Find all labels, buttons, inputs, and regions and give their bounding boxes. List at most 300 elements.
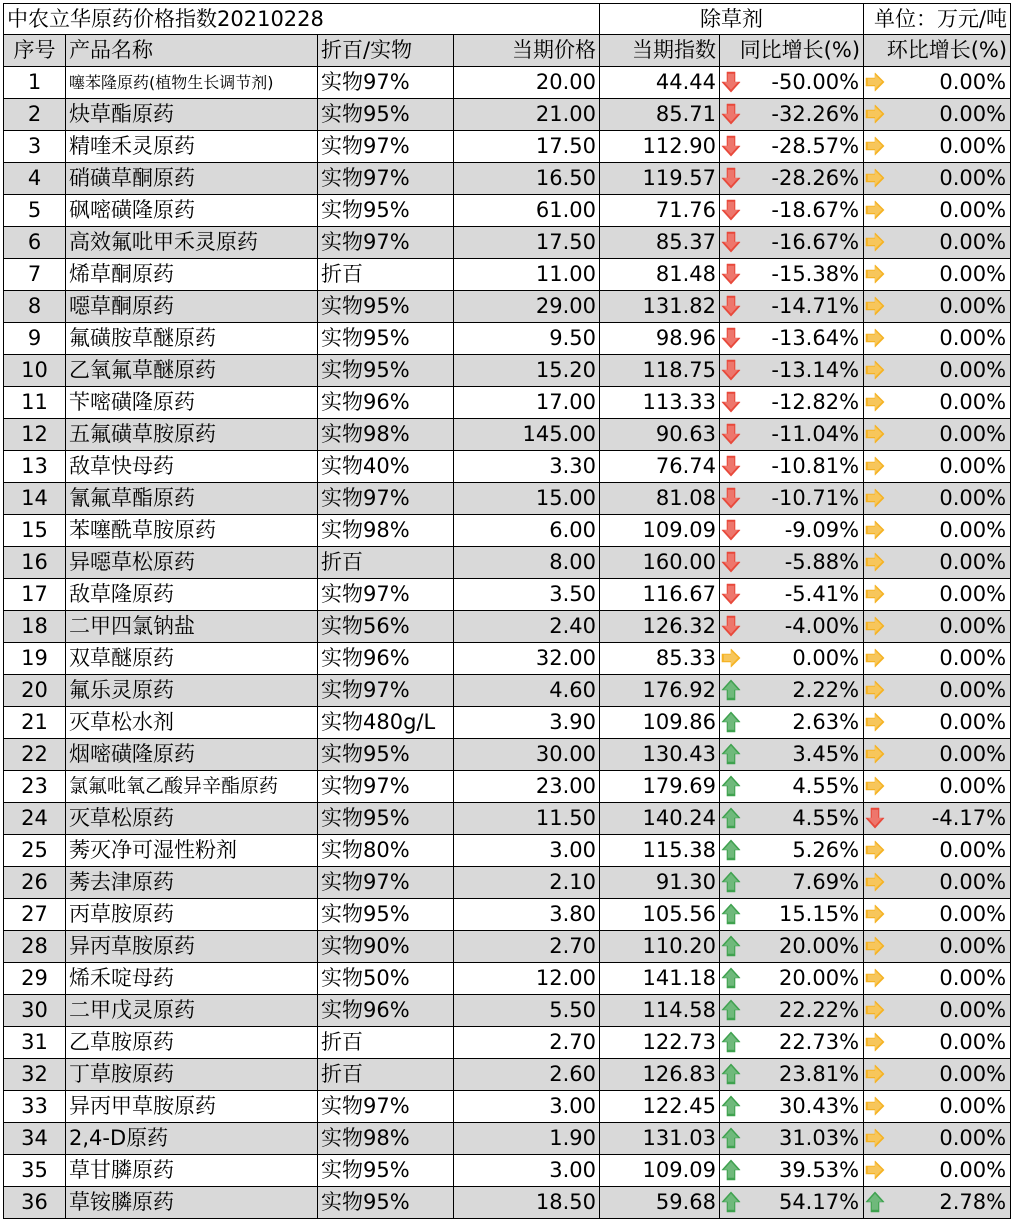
table-row [4,259,1011,291]
table-row [4,515,1011,547]
current-price: 15.20 [454,355,600,387]
current-index: 110.20 [600,931,720,963]
row-index: 8 [4,291,66,323]
table-row [4,579,1011,611]
up-arrow-icon [721,967,741,989]
down-arrow-icon [721,199,741,221]
table-row [4,899,1011,931]
product-name: 丁草胺原药 [66,1059,318,1091]
yoy-change: 0.00% [746,643,864,675]
right-arrow-icon [865,999,885,1021]
product-spec: 实物95% [318,1187,454,1219]
yoy-change: -11.04% [746,419,864,451]
yoy-trend [720,195,746,227]
down-arrow-icon [721,455,741,477]
yoy-trend [720,675,746,707]
up-arrow-icon [721,1095,741,1117]
current-index: 44.44 [600,67,720,99]
mom-change: 0.00% [890,835,1011,867]
row-index: 14 [4,483,66,515]
mom-trend [864,931,890,963]
right-arrow-icon [865,711,885,733]
yoy-trend [720,323,746,355]
product-spec: 实物96% [318,643,454,675]
row-index: 4 [4,163,66,195]
right-arrow-icon [865,871,885,893]
product-name: 乙氧氟草醚原药 [66,355,318,387]
up-arrow-icon [721,999,741,1021]
current-price: 3.00 [454,1155,600,1187]
current-index: 109.09 [600,515,720,547]
current-price: 3.30 [454,451,600,483]
product-spec: 实物40% [318,451,454,483]
yoy-change: -18.67% [746,195,864,227]
right-arrow-icon [865,1063,885,1085]
mom-trend [864,579,890,611]
right-arrow-icon [865,583,885,605]
right-arrow-icon [865,263,885,285]
current-index: 98.96 [600,323,720,355]
table-row [4,1027,1011,1059]
row-index: 5 [4,195,66,227]
yoy-change: 39.53% [746,1155,864,1187]
row-index: 1 [4,67,66,99]
yoy-change: -13.14% [746,355,864,387]
down-arrow-icon [721,615,741,637]
yoy-change: -4.00% [746,611,864,643]
yoy-change: -50.00% [746,67,864,99]
row-index: 19 [4,643,66,675]
current-price: 3.00 [454,1091,600,1123]
row-index: 22 [4,739,66,771]
current-price: 1.90 [454,1123,600,1155]
product-spec: 实物480g/L [318,707,454,739]
title-row [4,4,1011,35]
yoy-change: 30.43% [746,1091,864,1123]
product-name: 丙草胺原药 [66,899,318,931]
mom-trend [864,803,890,835]
row-index: 23 [4,771,66,803]
current-index: 109.09 [600,1155,720,1187]
product-name: 炔草酯原药 [66,99,318,131]
right-arrow-icon [865,679,885,701]
product-name: 草铵膦原药 [66,1187,318,1219]
mom-change: 0.00% [890,899,1011,931]
up-arrow-icon [721,871,741,893]
mom-change: 0.00% [890,1091,1011,1123]
mom-change: 0.00% [890,579,1011,611]
up-arrow-icon [721,711,741,733]
current-index: 141.18 [600,963,720,995]
yoy-change: 20.00% [746,963,864,995]
product-name: 草甘膦原药 [66,1155,318,1187]
mom-trend [864,323,890,355]
row-index: 21 [4,707,66,739]
product-name: 二甲戊灵原药 [66,995,318,1027]
right-arrow-icon [865,743,885,765]
mom-change: 2.78% [890,1187,1011,1219]
yoy-trend [720,99,746,131]
row-index: 13 [4,451,66,483]
product-spec: 实物97% [318,675,454,707]
yoy-change: -15.38% [746,259,864,291]
product-name: 高效氟吡甲禾灵原药 [66,227,318,259]
mom-change: 0.00% [890,355,1011,387]
right-arrow-icon [865,199,885,221]
product-spec: 折百 [318,1059,454,1091]
current-price: 23.00 [454,771,600,803]
current-price: 145.00 [454,419,600,451]
down-arrow-icon [721,359,741,381]
table-row [4,387,1011,419]
product-spec: 实物95% [318,323,454,355]
yoy-trend [720,419,746,451]
yoy-trend [720,1123,746,1155]
mom-change: 0.00% [890,963,1011,995]
product-name: 噻苯隆原药(植物生长调节剂) [66,67,318,99]
yoy-change: 4.55% [746,803,864,835]
table-row [4,867,1011,899]
yoy-trend [720,515,746,547]
current-index: 81.08 [600,483,720,515]
right-arrow-icon [865,903,885,925]
down-arrow-icon [721,423,741,445]
up-arrow-icon [721,1191,741,1213]
table-row [4,227,1011,259]
row-index: 7 [4,259,66,291]
mom-change: 0.00% [890,707,1011,739]
up-arrow-icon [721,743,741,765]
right-arrow-icon [865,935,885,957]
right-arrow-icon [865,327,885,349]
product-name: 五氟磺草胺原药 [66,419,318,451]
yoy-change: 23.81% [746,1059,864,1091]
mom-trend [864,867,890,899]
down-arrow-icon [721,71,741,93]
mom-change: 0.00% [890,67,1011,99]
current-price: 20.00 [454,67,600,99]
product-name: 氟磺胺草醚原药 [66,323,318,355]
right-arrow-icon [721,647,741,669]
right-arrow-icon [865,487,885,509]
mom-trend [864,1123,890,1155]
table-body [4,67,1011,1219]
product-name: 砜嘧磺隆原药 [66,195,318,227]
down-arrow-icon [721,327,741,349]
product-name: 灭草松原药 [66,803,318,835]
right-arrow-icon [865,775,885,797]
up-arrow-icon [721,1159,741,1181]
down-arrow-icon [721,391,741,413]
mom-trend [864,1155,890,1187]
product-spec: 实物90% [318,931,454,963]
mom-trend [864,451,890,483]
up-arrow-icon [721,679,741,701]
down-arrow-icon [721,487,741,509]
row-index: 28 [4,931,66,963]
yoy-trend [720,643,746,675]
yoy-trend [720,291,746,323]
right-arrow-icon [865,135,885,157]
row-index: 18 [4,611,66,643]
row-index: 15 [4,515,66,547]
yoy-change: 2.22% [746,675,864,707]
down-arrow-icon [721,103,741,125]
table-row [4,611,1011,643]
mom-change: 0.00% [890,611,1011,643]
mom-change: 0.00% [890,1155,1011,1187]
yoy-trend [720,451,746,483]
current-price: 3.50 [454,579,600,611]
current-price: 2.70 [454,931,600,963]
down-arrow-icon [721,263,741,285]
product-name: 噁草酮原药 [66,291,318,323]
product-name: 异噁草松原药 [66,547,318,579]
current-price: 18.50 [454,1187,600,1219]
row-index: 34 [4,1123,66,1155]
row-index: 36 [4,1187,66,1219]
header-yoy: 同比增长(%) [720,35,864,67]
header-mom: 环比增长(%) [864,35,1011,67]
mom-trend [864,163,890,195]
mom-change: 0.00% [890,483,1011,515]
product-spec: 实物95% [318,803,454,835]
product-name: 敌草隆原药 [66,579,318,611]
price-index-table [3,3,1011,1219]
right-arrow-icon [865,103,885,125]
row-index: 33 [4,1091,66,1123]
mom-trend [864,1091,890,1123]
yoy-change: 15.15% [746,899,864,931]
up-arrow-icon [865,1191,885,1213]
mom-change: 0.00% [890,259,1011,291]
product-spec: 实物98% [318,419,454,451]
product-name: 苯噻酰草胺原药 [66,515,318,547]
down-arrow-icon [721,231,741,253]
header-spec: 折百/实物 [318,35,454,67]
current-price: 17.50 [454,227,600,259]
yoy-change: 22.22% [746,995,864,1027]
row-index: 31 [4,1027,66,1059]
current-index: 122.45 [600,1091,720,1123]
mom-trend [864,515,890,547]
mom-change: 0.00% [890,131,1011,163]
mom-trend [864,643,890,675]
current-index: 109.86 [600,707,720,739]
right-arrow-icon [865,423,885,445]
yoy-trend [720,259,746,291]
yoy-trend [720,131,746,163]
mom-change: 0.00% [890,1027,1011,1059]
mom-change: 0.00% [890,451,1011,483]
mom-trend [864,995,890,1027]
mom-trend [864,1059,890,1091]
yoy-change: -14.71% [746,291,864,323]
mom-change: 0.00% [890,419,1011,451]
yoy-change: 20.00% [746,931,864,963]
yoy-trend [720,227,746,259]
product-spec: 实物97% [318,579,454,611]
mom-trend [864,131,890,163]
mom-trend [864,67,890,99]
product-spec: 实物95% [318,291,454,323]
yoy-change: 31.03% [746,1123,864,1155]
product-spec: 实物97% [318,771,454,803]
current-price: 8.00 [454,547,600,579]
current-price: 21.00 [454,99,600,131]
table-row [4,547,1011,579]
down-arrow-icon [721,135,741,157]
current-index: 179.69 [600,771,720,803]
up-arrow-icon [721,839,741,861]
mom-change: 0.00% [890,675,1011,707]
product-name: 氯氟吡氧乙酸异辛酯原药 [66,771,318,803]
right-arrow-icon [865,295,885,317]
product-spec: 实物95% [318,195,454,227]
right-arrow-icon [865,615,885,637]
table-row [4,99,1011,131]
current-index: 90.63 [600,419,720,451]
current-index: 59.68 [600,1187,720,1219]
mom-change: 0.00% [890,547,1011,579]
mom-change: 0.00% [890,227,1011,259]
row-index: 6 [4,227,66,259]
right-arrow-icon [865,167,885,189]
mom-change: 0.00% [890,195,1011,227]
current-index: 71.76 [600,195,720,227]
right-arrow-icon [865,1031,885,1053]
table-row [4,67,1011,99]
yoy-trend [720,355,746,387]
table-row [4,1091,1011,1123]
row-index: 12 [4,419,66,451]
up-arrow-icon [721,1031,741,1053]
yoy-change: -9.09% [746,515,864,547]
yoy-trend [720,803,746,835]
right-arrow-icon [865,455,885,477]
product-spec: 实物95% [318,355,454,387]
yoy-trend [720,387,746,419]
yoy-trend [720,771,746,803]
down-arrow-icon [865,807,885,829]
mom-trend [864,675,890,707]
yoy-change: -10.81% [746,451,864,483]
current-index: 119.57 [600,163,720,195]
yoy-change: -32.26% [746,99,864,131]
product-name: 敌草快母药 [66,451,318,483]
up-arrow-icon [721,903,741,925]
current-index: 114.58 [600,995,720,1027]
current-index: 160.00 [600,547,720,579]
table-row [4,1155,1011,1187]
table-row [4,835,1011,867]
table-row [4,675,1011,707]
product-spec: 实物95% [318,1155,454,1187]
header-name: 产品名称 [66,35,318,67]
yoy-trend [720,835,746,867]
table-row [4,995,1011,1027]
up-arrow-icon [721,1127,741,1149]
current-index: 131.03 [600,1123,720,1155]
product-name: 精喹禾灵原药 [66,131,318,163]
mom-change: 0.00% [890,867,1011,899]
right-arrow-icon [865,967,885,989]
mom-trend [864,419,890,451]
row-index: 27 [4,899,66,931]
mom-trend [864,611,890,643]
current-price: 5.50 [454,995,600,1027]
product-name: 烯禾啶母药 [66,963,318,995]
current-price: 30.00 [454,739,600,771]
yoy-trend [720,67,746,99]
up-arrow-icon [721,1063,741,1085]
product-spec: 折百 [318,547,454,579]
mom-trend [864,227,890,259]
product-spec: 折百 [318,259,454,291]
table-row [4,323,1011,355]
table-row [4,931,1011,963]
up-arrow-icon [721,935,741,957]
row-index: 2 [4,99,66,131]
current-index: 81.48 [600,259,720,291]
product-spec: 实物97% [318,227,454,259]
mom-trend [864,99,890,131]
product-name: 莠去津原药 [66,867,318,899]
current-price: 3.00 [454,835,600,867]
mom-change: 0.00% [890,931,1011,963]
yoy-change: -12.82% [746,387,864,419]
product-spec: 实物56% [318,611,454,643]
yoy-trend [720,899,746,931]
table-row [4,739,1011,771]
table-row [4,483,1011,515]
current-price: 2.60 [454,1059,600,1091]
down-arrow-icon [721,551,741,573]
right-arrow-icon [865,1159,885,1181]
product-spec: 实物97% [318,1091,454,1123]
current-price: 3.80 [454,899,600,931]
mom-trend [864,387,890,419]
current-index: 113.33 [600,387,720,419]
product-name: 灭草松水剂 [66,707,318,739]
current-index: 126.32 [600,611,720,643]
yoy-change: 54.17% [746,1187,864,1219]
current-index: 176.92 [600,675,720,707]
table-row [4,1059,1011,1091]
product-name: 烯草酮原药 [66,259,318,291]
current-price: 61.00 [454,195,600,227]
mom-change: 0.00% [890,323,1011,355]
header-index: 当期指数 [600,35,720,67]
right-arrow-icon [865,231,885,253]
current-index: 91.30 [600,867,720,899]
table-row [4,451,1011,483]
table-row [4,803,1011,835]
current-price: 32.00 [454,643,600,675]
table-row [4,1123,1011,1155]
right-arrow-icon [865,647,885,669]
yoy-trend [720,579,746,611]
current-index: 115.38 [600,835,720,867]
current-index: 126.83 [600,1059,720,1091]
current-index: 116.67 [600,579,720,611]
yoy-trend [720,1155,746,1187]
table-row [4,163,1011,195]
product-name: 乙草胺原药 [66,1027,318,1059]
table-row [4,707,1011,739]
table-row [4,771,1011,803]
yoy-change: 5.26% [746,835,864,867]
